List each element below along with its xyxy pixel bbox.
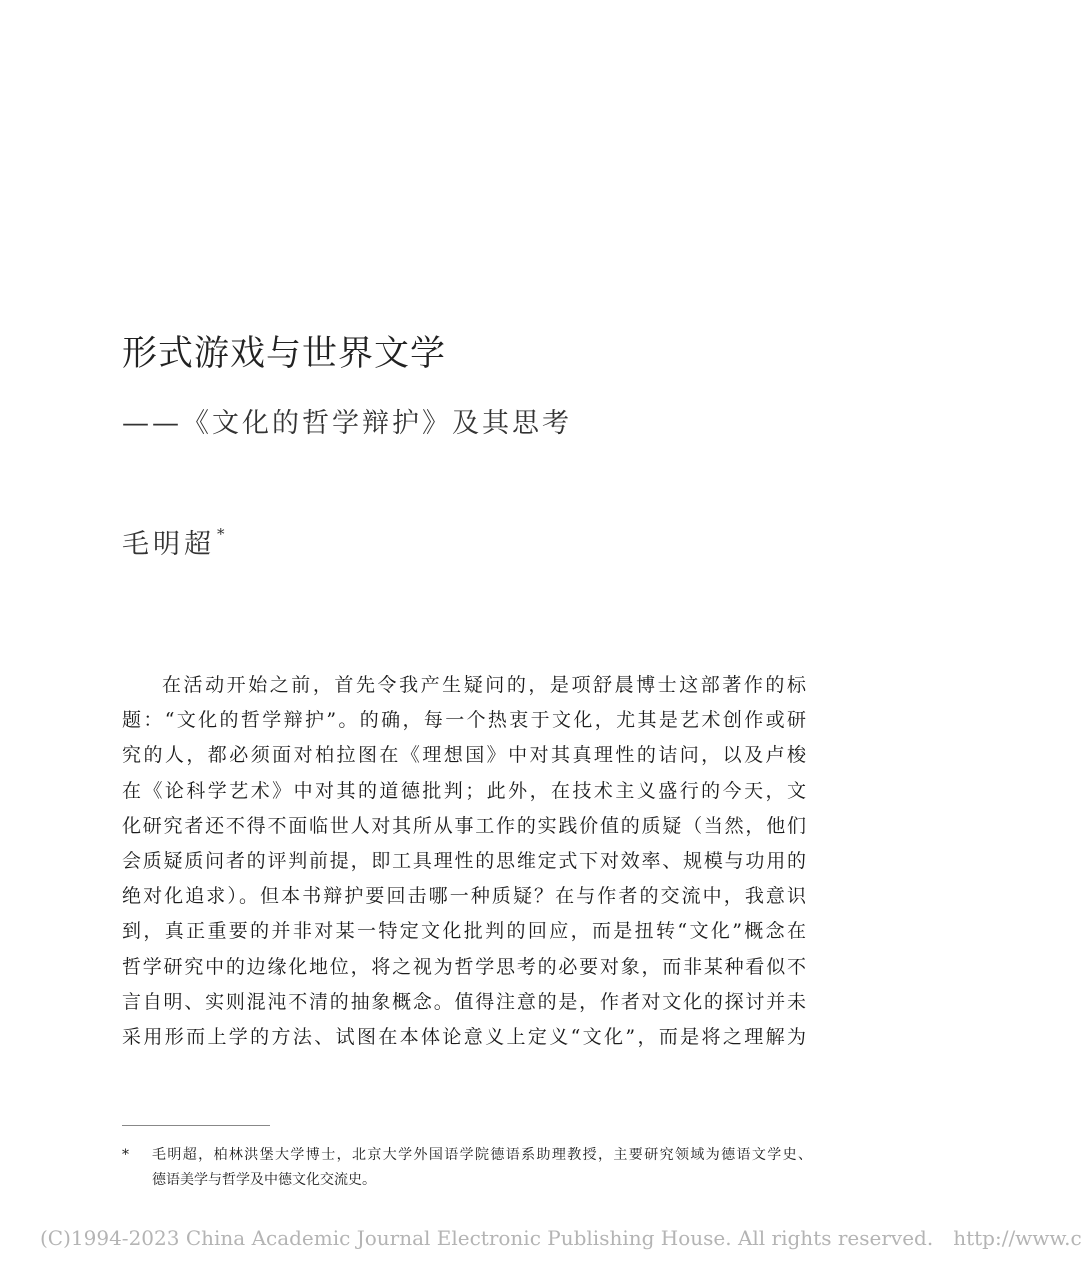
footnote-text-line: 德语美学与哲学及中德文化交流史。 [152, 1172, 376, 1188]
body-line: 题：“文化的哲学辩护”。的确，每一个热衷于文化，尤其是艺术创作或研 [122, 709, 806, 732]
copyright-footer [40, 1224, 1082, 1252]
author-name: 毛明超 [122, 529, 215, 560]
copyright-notice: (C)1994-2023 China Academic Journal Electronic Publishing House. All rights reserved. [40, 1226, 934, 1250]
author-line [122, 516, 225, 567]
body-line: 化研究者还不得不面临世人对其所从事工作的实践价值的质疑（当然，他们 [122, 814, 806, 837]
footnote [122, 1143, 812, 1193]
body-text [122, 668, 806, 1055]
article-subtitle: ——《文化的哲学辩护》及其思考 [122, 408, 572, 439]
footnote-mark: * [122, 1147, 129, 1163]
body-line: 哲学研究中的边缘化地位，将之视为哲学思考的必要对象，而非某种看似不 [122, 955, 806, 978]
body-line: 在《论科学艺术》中对其的道德批判；此外，在技术主义盛行的今天，文 [122, 779, 806, 802]
body-line: 究的人，都必须面对柏拉图在《理想国》中对其真理性的诘问，以及卢梭 [122, 744, 806, 767]
body-line: 在活动开始之前，首先令我产生疑问的，是项舒晨博士这部著作的标 [162, 674, 806, 696]
article-title: 形式游戏与世界文学 [122, 334, 447, 374]
body-line: 到，真正重要的并非对某一特定文化批判的回应，而是扭转“文化”概念在 [122, 920, 806, 943]
body-line: 绝对化追求）。但本书辩护要回击哪一种质疑？在与作者的交流中，我意识 [122, 885, 806, 908]
body-line: 采用形而上学的方法、试图在本体论意义上定义“文化”，而是将之理解为 [122, 1025, 806, 1048]
footnote-text-line: 毛明超，柏林洪堡大学博士，北京大学外国语学院德语系助理教授，主要研究领域为德语文学史、 [152, 1147, 812, 1163]
author-footnote-mark[interactable]: * [217, 525, 225, 543]
footer-url[interactable]: http://www.c [953, 1226, 1082, 1250]
body-line: 言自明、实则混沌不清的抽象概念。值得注意的是，作者对文化的探讨并未 [122, 990, 806, 1013]
footnote-divider [122, 1125, 270, 1126]
body-line: 会质疑质问者的评判前提，即工具理性的思维定式下对效率、规模与功用的 [122, 849, 806, 872]
